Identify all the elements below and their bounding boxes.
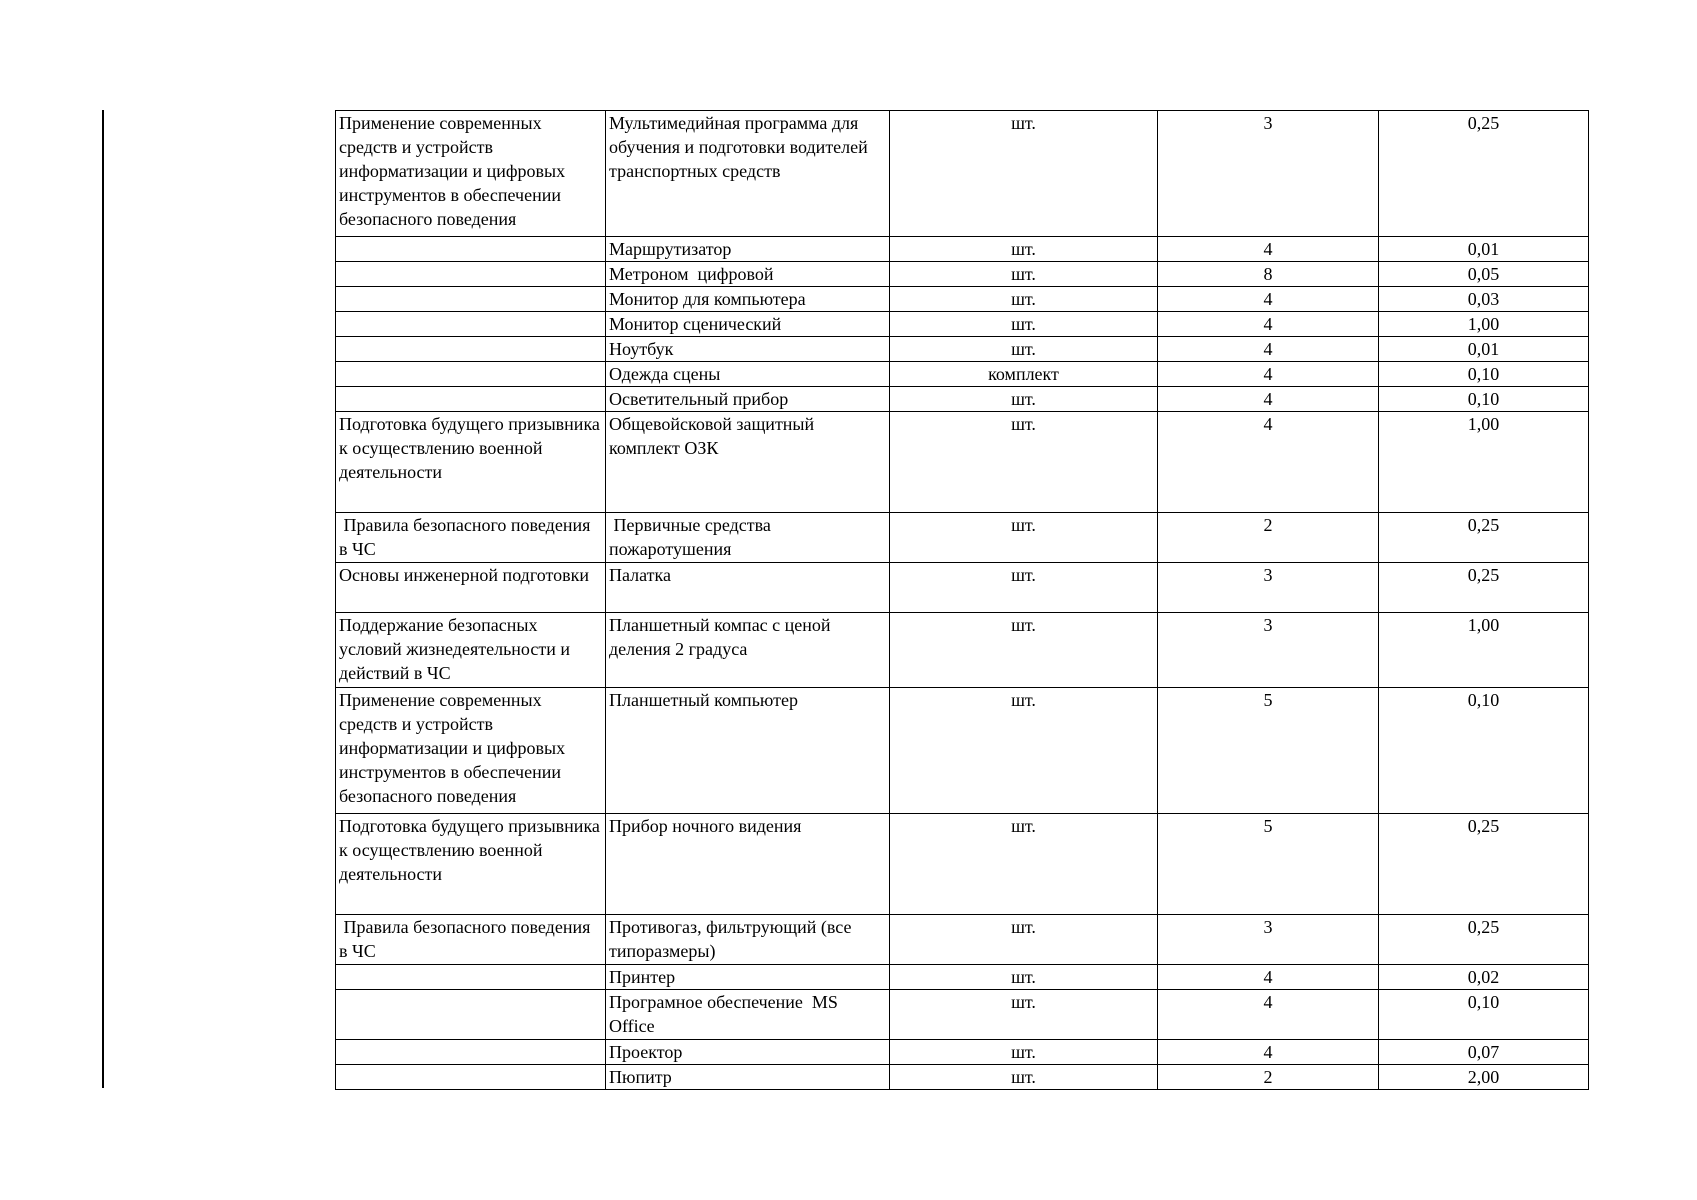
unit-cell: шт.: [890, 513, 1158, 563]
table-row: [336, 111, 1589, 237]
topic-cell: Правила безопасного поведения в ЧС: [336, 513, 606, 563]
item-cell: Общевойсковой защитный комплект ОЗК: [606, 412, 890, 513]
topic-cell: [336, 237, 606, 262]
ratio-cell: 0,03: [1379, 287, 1589, 312]
qty-cell: 3: [1158, 915, 1379, 965]
qty-cell: 4: [1158, 965, 1379, 990]
equipment-table: [335, 110, 1589, 1090]
qty-cell: 4: [1158, 387, 1379, 412]
table-row: [336, 337, 1589, 362]
table-row: [336, 990, 1589, 1040]
unit-cell: шт.: [890, 814, 1158, 915]
topic-cell: Применение современных средств и устройств информатизации и цифровых инструментов в обеспечении безопасного поведения: [336, 688, 606, 814]
item-cell: Противогаз, фильтрующий (все типоразмеры): [606, 915, 890, 965]
ratio-cell: 0,01: [1379, 237, 1589, 262]
topic-cell: Применение современных средств и устройств информатизации и цифровых инструментов в обеспечении безопасного поведения: [336, 111, 606, 237]
qty-cell: 5: [1158, 814, 1379, 915]
ratio-cell: 0,25: [1379, 915, 1589, 965]
table-row: [336, 563, 1589, 613]
qty-cell: 3: [1158, 111, 1379, 237]
unit-cell: шт.: [890, 262, 1158, 287]
item-cell: Монитор сценический: [606, 312, 890, 337]
qty-cell: 5: [1158, 688, 1379, 814]
ratio-cell: 0,07: [1379, 1040, 1589, 1065]
item-cell: Первичные средства пожаротушения: [606, 513, 890, 563]
item-cell: Маршрутизатор: [606, 237, 890, 262]
item-cell: Пюпитр: [606, 1065, 890, 1090]
unit-cell: шт.: [890, 563, 1158, 613]
item-cell: Принтер: [606, 965, 890, 990]
topic-cell: [336, 387, 606, 412]
qty-cell: 4: [1158, 337, 1379, 362]
table-row: [336, 412, 1589, 513]
ratio-cell: 0,01: [1379, 337, 1589, 362]
table-row: [336, 362, 1589, 387]
ratio-cell: 0,25: [1379, 563, 1589, 613]
item-cell: Метроном цифровой: [606, 262, 890, 287]
qty-cell: 3: [1158, 563, 1379, 613]
unit-cell: шт.: [890, 111, 1158, 237]
topic-cell: Правила безопасного поведения в ЧС: [336, 915, 606, 965]
ratio-cell: 0,25: [1379, 513, 1589, 563]
unit-cell: шт.: [890, 387, 1158, 412]
qty-cell: 2: [1158, 513, 1379, 563]
qty-cell: 4: [1158, 312, 1379, 337]
ratio-cell: 0,25: [1379, 111, 1589, 237]
ratio-cell: 0,02: [1379, 965, 1589, 990]
table-row: [336, 312, 1589, 337]
qty-cell: 4: [1158, 990, 1379, 1040]
topic-cell: [336, 337, 606, 362]
ratio-cell: 0,10: [1379, 362, 1589, 387]
table-row: [336, 688, 1589, 814]
topic-cell: Основы инженерной подготовки: [336, 563, 606, 613]
table-row: [336, 613, 1589, 688]
qty-cell: 4: [1158, 362, 1379, 387]
qty-cell: 8: [1158, 262, 1379, 287]
unit-cell: шт.: [890, 337, 1158, 362]
topic-cell: [336, 362, 606, 387]
item-cell: Планшетный компас с ценой деления 2 градуса: [606, 613, 890, 688]
qty-cell: 4: [1158, 287, 1379, 312]
unit-cell: шт.: [890, 312, 1158, 337]
item-cell: Програмное обеспечение MS Office: [606, 990, 890, 1040]
ratio-cell: 0,10: [1379, 387, 1589, 412]
ratio-cell: 2,00: [1379, 1065, 1589, 1090]
ratio-cell: 1,00: [1379, 613, 1589, 688]
topic-cell: [336, 287, 606, 312]
ratio-cell: 0,05: [1379, 262, 1589, 287]
qty-cell: 2: [1158, 1065, 1379, 1090]
unit-cell: шт.: [890, 965, 1158, 990]
item-cell: Палатка: [606, 563, 890, 613]
topic-cell: [336, 1065, 606, 1090]
qty-cell: 4: [1158, 237, 1379, 262]
topic-cell: [336, 1040, 606, 1065]
unit-cell: шт.: [890, 412, 1158, 513]
unit-cell: шт.: [890, 915, 1158, 965]
item-cell: Ноутбук: [606, 337, 890, 362]
table-row: [336, 1040, 1589, 1065]
ratio-cell: 0,10: [1379, 990, 1589, 1040]
ratio-cell: 0,10: [1379, 688, 1589, 814]
topic-cell: [336, 990, 606, 1040]
unit-cell: шт.: [890, 1040, 1158, 1065]
unit-cell: шт.: [890, 990, 1158, 1040]
table-row: [336, 513, 1589, 563]
table-row: [336, 287, 1589, 312]
topic-cell: [336, 262, 606, 287]
topic-cell: Поддержание безопасных условий жизнедеятельности и действий в ЧС: [336, 613, 606, 688]
ratio-cell: 1,00: [1379, 312, 1589, 337]
topic-cell: [336, 312, 606, 337]
table-row: [336, 915, 1589, 965]
unit-cell: шт.: [890, 237, 1158, 262]
qty-cell: 4: [1158, 1040, 1379, 1065]
item-cell: Проектор: [606, 1040, 890, 1065]
item-cell: Мультимедийная программа для обучения и подготовки водителей транспортных средств: [606, 111, 890, 237]
unit-cell: шт.: [890, 613, 1158, 688]
unit-cell: шт.: [890, 1065, 1158, 1090]
item-cell: Осветительный прибор: [606, 387, 890, 412]
unit-cell: шт.: [890, 287, 1158, 312]
table-row: [336, 387, 1589, 412]
table-row: [336, 814, 1589, 915]
qty-cell: 4: [1158, 412, 1379, 513]
page-margin-line: [102, 110, 104, 1088]
item-cell: Одежда сцены: [606, 362, 890, 387]
topic-cell: Подготовка будущего призывника к осуществлению военной деятельности: [336, 412, 606, 513]
table-row: [336, 1065, 1589, 1090]
table-row: [336, 237, 1589, 262]
table-row: [336, 262, 1589, 287]
table-row: [336, 965, 1589, 990]
topic-cell: [336, 965, 606, 990]
unit-cell: комплект: [890, 362, 1158, 387]
item-cell: Прибор ночного видения: [606, 814, 890, 915]
ratio-cell: 0,25: [1379, 814, 1589, 915]
ratio-cell: 1,00: [1379, 412, 1589, 513]
topic-cell: Подготовка будущего призывника к осуществлению военной деятельности: [336, 814, 606, 915]
unit-cell: шт.: [890, 688, 1158, 814]
item-cell: Монитор для компьютера: [606, 287, 890, 312]
qty-cell: 3: [1158, 613, 1379, 688]
item-cell: Планшетный компьютер: [606, 688, 890, 814]
